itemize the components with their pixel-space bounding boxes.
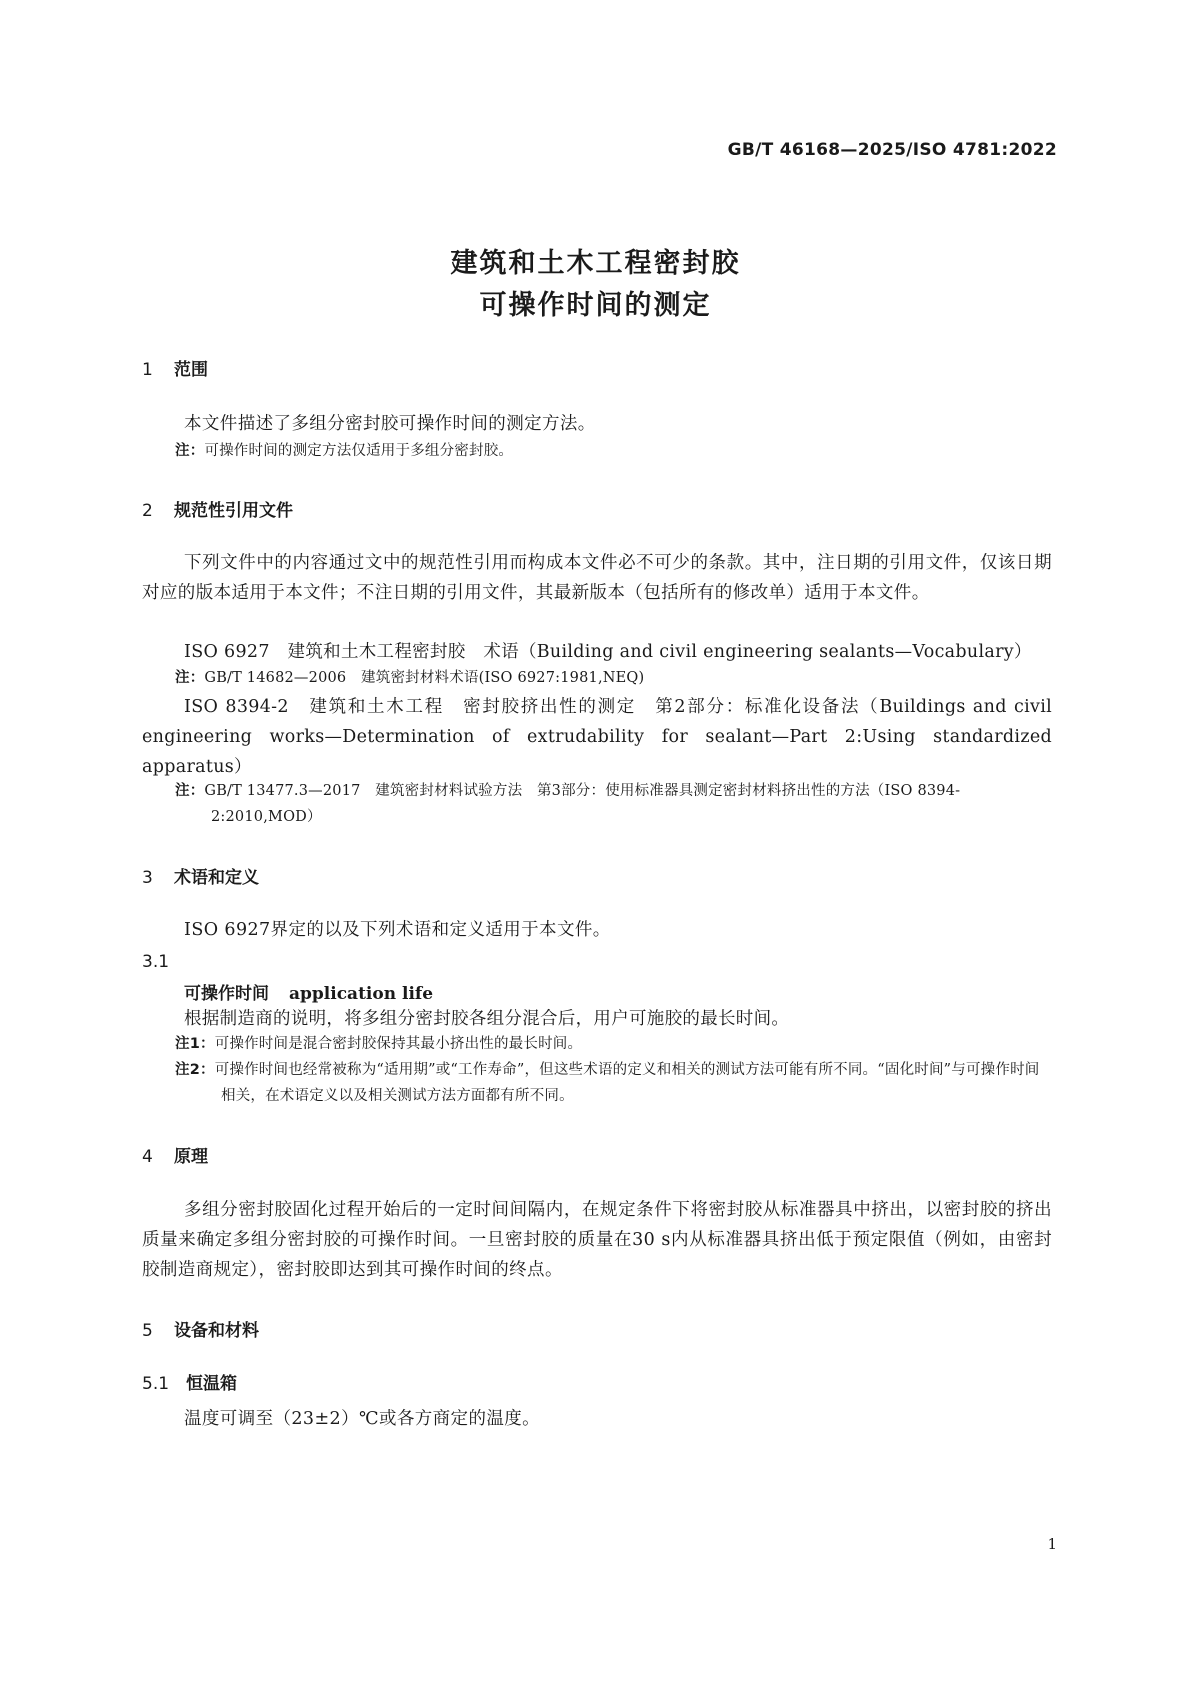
section-title: 设备和材料	[174, 1321, 259, 1341]
section-2-heading	[142, 496, 293, 521]
note-label: 注2：	[175, 1062, 215, 1078]
page-title-line2: 可操作时间的测定	[479, 290, 712, 321]
section-title: 术语和定义	[174, 868, 259, 888]
subsection-5-1-body: 温度可调至（23±2）℃或各方商定的温度。	[184, 1409, 541, 1429]
subsection-5-1-heading	[142, 1369, 237, 1394]
section-number: 3	[142, 868, 153, 888]
page-title-line1: 建筑和土木工程密封胶	[450, 248, 741, 279]
reference-iso-6927: ISO 6927 建筑和土木工程密封胶 术语（Building and civil engineering sealants—Vocabulary）	[184, 642, 1032, 662]
section-2-body: 下列文件中的内容通过文中的规范性引用而构成本文件必不可少的条款。其中，注日期的引用文件，仅该日期对应的版本适用于本文件；不注日期的引用文件，其最新版本（包括所有的修改单）适用于本文件。	[142, 553, 1052, 603]
section-1-heading	[142, 355, 208, 380]
section-4-heading	[142, 1142, 208, 1167]
document-code: GB/T 46168—2025/ISO 4781:2022	[727, 140, 1057, 160]
page-number: 1	[1047, 1535, 1057, 1553]
subsection-title: 恒温箱	[186, 1374, 237, 1394]
note-text: 可操作时间的测定方法仅适用于多组分密封胶。	[204, 443, 514, 459]
note-text: 可操作时间也经常被称为“适用期”或“工作寿命”，但这些术语的定义和相关的测试方法可能有所不同。“固化时间”与可操作时间相关，在术语定义以及相关测试方法方面都有所不同。	[214, 1062, 1040, 1104]
reference-iso-8394-2: ISO 8394-2 建筑和土木工程 密封胶挤出性的测定 第2部分：标准化设备法（Buildings and civil engineering works—Determination of extrudability for sealant—Part 2:Using standardized apparatus）	[142, 697, 1052, 777]
term-note-2	[175, 1057, 1052, 1109]
term-english: application life	[289, 984, 434, 1004]
subsection-3-1-number: 3.1	[142, 952, 170, 972]
section-title: 原理	[174, 1147, 208, 1167]
section-3-body: ISO 6927界定的以及下列术语和定义适用于本文件。	[184, 920, 611, 940]
section-number: 2	[142, 501, 153, 521]
subsection-number: 5.1	[142, 1374, 170, 1394]
reference-iso-8394-2-note	[175, 778, 1052, 830]
section-number: 1	[142, 360, 153, 380]
note-label: 注：	[175, 783, 205, 799]
note-label: 注：	[175, 443, 205, 459]
section-3-heading	[142, 863, 259, 888]
note-label: 注1：	[175, 1036, 215, 1052]
note-label: 注：	[175, 670, 205, 686]
section-1-body: 本文件描述了多组分密封胶可操作时间的测定方法。	[184, 414, 596, 434]
term-note-1	[175, 1031, 1052, 1057]
section-title: 范围	[174, 360, 208, 380]
note-text: GB/T 13477.3—2017 建筑密封材料试验方法 第3部分：使用标准器具测定密封材料挤出性的方法（ISO 8394-2:2010,MOD）	[204, 783, 961, 825]
section-5-heading	[142, 1316, 259, 1341]
term-entry	[184, 979, 433, 1004]
section-1-note	[175, 438, 1052, 464]
reference-iso-6927-note	[175, 665, 1052, 691]
section-number: 5	[142, 1321, 153, 1341]
section-number: 4	[142, 1147, 153, 1167]
section-4-body: 多组分密封胶固化过程开始后的一定时间间隔内，在规定条件下将密封胶从标准器具中挤出，以密封胶的挤出质量来确定多组分密封胶的可操作时间。一旦密封胶的质量在30 s内从标准器具挤出低于预定限值（例如，由密封胶制造商规定），密封胶即达到其可操作时间的终点。	[142, 1200, 1052, 1280]
note-text: 可操作时间是混合密封胶保持其最小挤出性的最长时间。	[214, 1036, 583, 1052]
note-text: GB/T 14682—2006 建筑密封材料术语(ISO 6927:1981,NEQ)	[204, 670, 645, 686]
section-title: 规范性引用文件	[174, 501, 293, 521]
term-definition: 根据制造商的说明，将多组分密封胶各组分混合后，用户可施胶的最长时间。	[184, 1009, 790, 1029]
term-chinese: 可操作时间	[184, 984, 269, 1004]
